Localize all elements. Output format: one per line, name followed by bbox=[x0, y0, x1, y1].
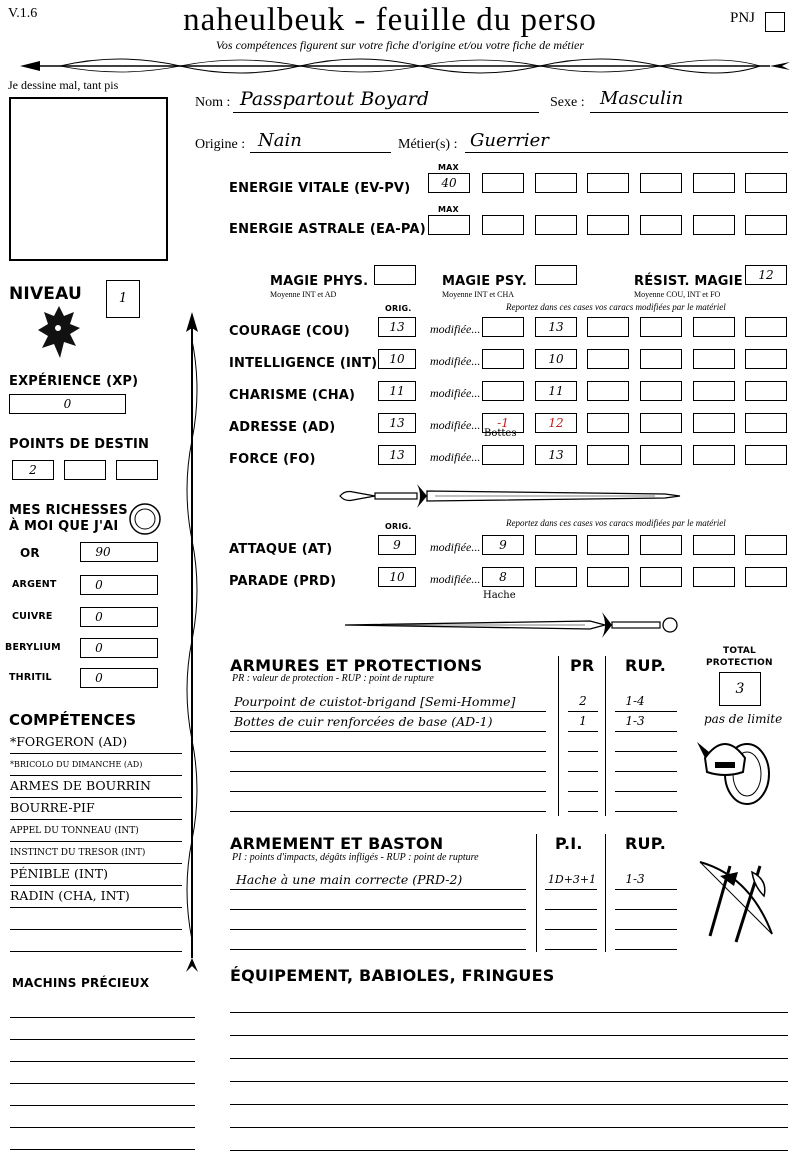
armor-rup[interactable]: 1-3 bbox=[625, 714, 645, 728]
armor-rup-line bbox=[615, 791, 677, 792]
combat-orig-box[interactable] bbox=[378, 567, 416, 587]
total-label-1: TOTAL bbox=[723, 646, 756, 656]
page-title: naheulbeuk - feuille du perso bbox=[183, 2, 597, 38]
total-label-2: PROTECTION bbox=[706, 658, 773, 668]
stat-orig-value: 11 bbox=[389, 384, 405, 398]
portrait-frame[interactable] bbox=[9, 97, 168, 261]
weapon-pi-line bbox=[545, 949, 597, 950]
combat-mod-box[interactable] bbox=[640, 535, 682, 555]
skill-line[interactable] bbox=[10, 754, 182, 776]
nom-label: Nom : bbox=[195, 95, 231, 110]
armor-title: ARMURES ET PROTECTIONS bbox=[230, 656, 483, 675]
ev-box[interactable] bbox=[535, 173, 577, 193]
magie-phys-label: MAGIE PHYS. bbox=[270, 274, 369, 289]
weapon-row-line bbox=[230, 949, 526, 950]
total-protection-value: 3 bbox=[735, 681, 745, 697]
armor-pr-line bbox=[568, 811, 598, 812]
ea-max-box[interactable] bbox=[428, 215, 470, 235]
stat-mod-box[interactable] bbox=[535, 413, 577, 433]
resist-magie-label: RÉSIST. MAGIE bbox=[634, 274, 743, 289]
armor-rup-line bbox=[615, 811, 677, 812]
modifiee-label: modifiée... bbox=[430, 354, 481, 368]
magie-psy-label: MAGIE PSY. bbox=[442, 274, 528, 289]
ea-label: ENERGIE ASTRALE (EA-PA) bbox=[229, 222, 426, 237]
machins-precieux-lines[interactable] bbox=[10, 996, 195, 1150]
combat-modif-value: 9 bbox=[499, 538, 507, 552]
stat-mod-box[interactable] bbox=[693, 445, 735, 465]
portrait-caption: Je dessine mal, tant pis bbox=[8, 78, 119, 92]
cuivre-value: 0 bbox=[95, 610, 103, 624]
ev-box[interactable] bbox=[745, 173, 787, 193]
xp-value: 0 bbox=[63, 397, 72, 411]
or-value: 90 bbox=[95, 545, 111, 559]
destin-box-1[interactable] bbox=[12, 460, 54, 480]
niveau-label: NIVEAU bbox=[9, 284, 82, 304]
metier-label: Métier(s) : bbox=[398, 137, 458, 152]
richesses-title-1: MES RICHESSES bbox=[9, 503, 128, 518]
weapons-icon bbox=[690, 856, 782, 948]
armor-pr-line bbox=[568, 711, 598, 712]
stat-mod-box[interactable] bbox=[535, 381, 577, 401]
version-label: V.1.6 bbox=[8, 6, 38, 21]
combat-label: ATTAQUE (AT) bbox=[229, 542, 333, 557]
armor-rup-line bbox=[615, 731, 677, 732]
stat-mod-box[interactable] bbox=[640, 445, 682, 465]
ea-box[interactable] bbox=[693, 215, 735, 235]
modifiee-label: modifiée... bbox=[430, 572, 481, 586]
combat-mod-box[interactable] bbox=[693, 535, 735, 555]
modifiee-label: modifiée... bbox=[430, 386, 481, 400]
stat-label: INTELLIGENCE (INT) bbox=[229, 356, 378, 371]
armor-rup-line bbox=[615, 771, 677, 772]
combat-label: PARADE (PRD) bbox=[229, 574, 337, 589]
thritil-label: THRITIL bbox=[9, 672, 52, 683]
weapon-rup[interactable]: 1-3 bbox=[625, 872, 645, 886]
armor-row-line bbox=[230, 751, 546, 752]
magie-psy-note: Moyenne INT et CHA bbox=[442, 290, 515, 299]
origine-value[interactable]: Nain bbox=[258, 130, 302, 151]
armor-row-line bbox=[230, 731, 546, 732]
skill-text: ARMES DE BOURRIN bbox=[10, 778, 151, 793]
stat-label: CHARISME (CHA) bbox=[229, 388, 356, 403]
combat-mod-box[interactable] bbox=[745, 535, 787, 555]
resist-magie-value: 12 bbox=[758, 268, 774, 282]
destin-label: POINTS DE DESTIN bbox=[9, 437, 150, 452]
armor-divider-2 bbox=[605, 656, 606, 816]
metier-value[interactable]: Guerrier bbox=[470, 130, 549, 151]
weapon-pi-line bbox=[545, 889, 597, 890]
skill-text: *BRICOLO DU DIMANCHE (AD) bbox=[10, 760, 143, 769]
modifiee-label: modifiée... bbox=[430, 418, 481, 432]
argent-box[interactable] bbox=[80, 575, 158, 595]
thritil-value: 0 bbox=[95, 671, 103, 685]
armor-rup-line bbox=[615, 711, 677, 712]
stat-mod-box[interactable] bbox=[535, 349, 577, 369]
stat-orig-value: 13 bbox=[389, 448, 405, 462]
stat-mod-box[interactable] bbox=[693, 349, 735, 369]
stat-mod-value: 13 bbox=[548, 448, 564, 462]
origine-underline bbox=[250, 152, 391, 153]
combat-orig-value: 10 bbox=[389, 570, 405, 584]
weapon-row-line bbox=[230, 889, 526, 890]
combat-mod-box[interactable] bbox=[587, 567, 629, 587]
combat-note: Reportez dans ces cases vos caracs modifiées par le matériel bbox=[506, 518, 726, 528]
armor-pr-line bbox=[568, 791, 598, 792]
magie-psy-box[interactable] bbox=[535, 265, 577, 285]
armor-row-line bbox=[230, 711, 546, 712]
armor-pr-line bbox=[568, 771, 598, 772]
stat-orig-value: 10 bbox=[389, 352, 405, 366]
combat-modif-value: 8 bbox=[499, 570, 507, 584]
weapon-rup-line bbox=[615, 929, 677, 930]
richesses-title-2: À MOI QUE J'AI bbox=[9, 519, 119, 534]
stat-orig-box[interactable] bbox=[378, 413, 416, 433]
ev-box[interactable] bbox=[693, 173, 735, 193]
ev-max-box[interactable] bbox=[428, 173, 470, 193]
metier-underline bbox=[465, 152, 788, 153]
stat-mod-box[interactable] bbox=[745, 317, 787, 337]
dragon-icon bbox=[34, 302, 84, 364]
armor-row-line bbox=[230, 771, 546, 772]
stat-label: ADRESSE (AD) bbox=[229, 420, 336, 435]
stat-mod-box[interactable] bbox=[587, 445, 629, 465]
berylium-value: 0 bbox=[95, 641, 103, 655]
ev-box[interactable] bbox=[587, 173, 629, 193]
destin-box-2[interactable] bbox=[64, 460, 106, 480]
skill-text: APPEL DU TONNEAU (INT) bbox=[10, 826, 139, 836]
weapons-divider-2 bbox=[605, 834, 606, 952]
cuivre-label: CUIVRE bbox=[12, 611, 53, 622]
armor-row-line bbox=[230, 791, 546, 792]
parade-note: Hache bbox=[483, 590, 516, 601]
skill-line[interactable] bbox=[10, 908, 182, 930]
stat-orig-value: 13 bbox=[389, 416, 405, 430]
xp-box[interactable] bbox=[9, 394, 126, 414]
argent-label: ARGENT bbox=[12, 579, 57, 590]
weapon-rup-line bbox=[615, 949, 677, 950]
destin-value-1: 2 bbox=[29, 463, 37, 477]
weapon-rup-line bbox=[615, 889, 677, 890]
skill-line[interactable] bbox=[10, 864, 182, 886]
adresse-note: Bottes bbox=[484, 428, 517, 439]
combat-mod-box[interactable] bbox=[640, 567, 682, 587]
armor-pr-line bbox=[568, 751, 598, 752]
skill-text: BOURRE-PIF bbox=[10, 800, 95, 815]
stat-mod-value: 11 bbox=[548, 384, 564, 398]
armor-pr-header: PR bbox=[570, 656, 595, 675]
equipment-lines[interactable] bbox=[230, 990, 788, 1151]
stat-mod-box[interactable] bbox=[587, 349, 629, 369]
skill-text: PÉNIBLE (INT) bbox=[10, 866, 108, 881]
total-protection-box[interactable] bbox=[719, 672, 761, 706]
ev-max-label: MAX bbox=[438, 163, 459, 172]
stat-orig-box[interactable] bbox=[378, 317, 416, 337]
weapon-pi-line bbox=[545, 909, 597, 910]
stat-mod-box[interactable] bbox=[535, 317, 577, 337]
stat-orig-box[interactable] bbox=[378, 381, 416, 401]
coin-icon bbox=[128, 502, 162, 536]
stat-modif-box[interactable] bbox=[482, 349, 524, 369]
ea-box[interactable] bbox=[745, 215, 787, 235]
weapon-pi[interactable]: 1D+3+1 bbox=[547, 873, 597, 886]
weapon-rup-line bbox=[615, 909, 677, 910]
combat-mod-box[interactable] bbox=[745, 567, 787, 587]
stat-mod-box[interactable] bbox=[535, 445, 577, 465]
nom-value[interactable]: Passpartout Boyard bbox=[240, 88, 430, 110]
stat-mod-box[interactable] bbox=[640, 381, 682, 401]
armor-row-line bbox=[230, 811, 546, 812]
ev-box[interactable] bbox=[640, 173, 682, 193]
stat-modif-box[interactable] bbox=[482, 381, 524, 401]
or-label: OR bbox=[20, 546, 40, 560]
helmet-shield-icon bbox=[695, 728, 775, 808]
stat-mod-box[interactable] bbox=[693, 413, 735, 433]
page-subtitle: Vos compétences figurent sur votre fiche d'origine et/ou votre fiche de métier bbox=[215, 38, 585, 52]
combat-mod-box[interactable] bbox=[535, 567, 577, 587]
resist-magie-box[interactable] bbox=[745, 265, 787, 285]
armor-rup-line bbox=[615, 751, 677, 752]
weapons-title: ARMEMENT ET BASTON bbox=[230, 834, 444, 853]
combat-mod-box[interactable] bbox=[587, 535, 629, 555]
weapon-pi-line bbox=[545, 929, 597, 930]
skill-text: RADIN (CHA, INT) bbox=[10, 888, 130, 903]
combat-orig-box[interactable] bbox=[378, 535, 416, 555]
combat-mod-box[interactable] bbox=[693, 567, 735, 587]
skill-line[interactable] bbox=[10, 930, 182, 952]
stat-mod-box[interactable] bbox=[693, 381, 735, 401]
ea-box[interactable] bbox=[482, 215, 524, 235]
skill-line[interactable] bbox=[10, 820, 182, 842]
modifiee-label: modifiée... bbox=[430, 322, 481, 336]
armor-pr[interactable]: 2 bbox=[579, 694, 587, 708]
niveau-value: 1 bbox=[118, 291, 128, 306]
stats-note: Reportez dans ces cases vos caracs modifiées par le matériel bbox=[506, 302, 726, 312]
modifiee-label: modifiée... bbox=[430, 450, 481, 464]
destin-box-3[interactable] bbox=[116, 460, 158, 480]
skill-line[interactable] bbox=[10, 886, 182, 908]
ea-box[interactable] bbox=[535, 215, 577, 235]
ornament-spear-divider bbox=[0, 52, 800, 80]
skill-line[interactable] bbox=[10, 798, 182, 820]
stat-orig-box[interactable] bbox=[378, 445, 416, 465]
ea-max-label: MAX bbox=[438, 205, 459, 214]
niveau-box[interactable] bbox=[106, 280, 140, 318]
weapons-divider-1 bbox=[536, 834, 537, 952]
weapon-row-line bbox=[230, 909, 526, 910]
weapon-row-line bbox=[230, 929, 526, 930]
vertical-spear-ornament bbox=[180, 310, 204, 976]
berylium-box[interactable] bbox=[80, 638, 158, 658]
ea-box[interactable] bbox=[640, 215, 682, 235]
stat-mod-box[interactable] bbox=[640, 349, 682, 369]
stat-mod-box[interactable] bbox=[587, 381, 629, 401]
skill-line[interactable] bbox=[10, 732, 182, 754]
skill-text: *FORGERON (AD) bbox=[10, 734, 128, 749]
stat-orig-value: 13 bbox=[389, 320, 405, 334]
weapon-name[interactable]: Hache à une main correcte (PRD-2) bbox=[236, 872, 463, 887]
cuivre-box[interactable] bbox=[80, 607, 158, 627]
sword-ornament-2 bbox=[340, 606, 685, 644]
stat-mod-box[interactable] bbox=[745, 413, 787, 433]
combat-orig-label: ORIG. bbox=[385, 522, 412, 531]
armor-legend: PR : valeur de protection - RUP : point de rupture bbox=[232, 673, 434, 684]
armor-name[interactable]: Bottes de cuir renforcées de base (AD-1) bbox=[234, 714, 493, 729]
stat-mod-box[interactable] bbox=[587, 413, 629, 433]
stats-orig-label: ORIG. bbox=[385, 304, 412, 313]
nom-underline bbox=[233, 112, 539, 113]
combat-modif-box[interactable] bbox=[482, 567, 524, 587]
stat-mod-box[interactable] bbox=[693, 317, 735, 337]
weapons-rup-header: RUP. bbox=[625, 834, 666, 853]
modifiee-label: modifiée... bbox=[430, 540, 481, 554]
combat-mod-box[interactable] bbox=[535, 535, 577, 555]
stat-mod-box[interactable] bbox=[587, 317, 629, 337]
armor-divider-1 bbox=[558, 656, 559, 816]
skill-text: INSTINCT DU TRESOR (INT) bbox=[10, 848, 146, 858]
thritil-box[interactable] bbox=[80, 668, 158, 688]
armor-pr[interactable]: 1 bbox=[579, 714, 587, 728]
ev-box[interactable] bbox=[482, 173, 524, 193]
stat-orig-box[interactable] bbox=[378, 349, 416, 369]
sexe-underline bbox=[590, 112, 788, 113]
pnj-label: PNJ bbox=[730, 10, 756, 26]
stat-mod-value: 13 bbox=[548, 320, 564, 334]
stat-modif-value: -1 bbox=[497, 416, 509, 430]
ev-value: 40 bbox=[441, 176, 457, 190]
sexe-label: Sexe : bbox=[550, 95, 585, 110]
combat-orig-value: 9 bbox=[393, 538, 401, 552]
stat-label: COURAGE (COU) bbox=[229, 324, 350, 339]
argent-value: 0 bbox=[95, 578, 103, 592]
stat-mod-box[interactable] bbox=[640, 413, 682, 433]
pnj-checkbox[interactable] bbox=[765, 12, 785, 32]
stat-mod-value: 10 bbox=[548, 352, 564, 366]
stat-mod-box[interactable] bbox=[745, 445, 787, 465]
armor-rup-header: RUP. bbox=[625, 656, 666, 675]
stat-mod-box[interactable] bbox=[745, 349, 787, 369]
magie-phys-box[interactable] bbox=[374, 265, 416, 285]
competences-title: COMPÉTENCES bbox=[9, 711, 137, 729]
sexe-value[interactable]: Masculin bbox=[600, 88, 684, 109]
origine-label: Origine : bbox=[195, 137, 246, 152]
weapons-pi-header: P.I. bbox=[555, 834, 583, 853]
ev-label: ENERGIE VITALE (EV-PV) bbox=[229, 181, 411, 196]
total-protection-note: pas de limite bbox=[704, 712, 783, 726]
skill-line[interactable] bbox=[10, 776, 182, 798]
competences-list bbox=[10, 732, 182, 952]
magie-phys-note: Moyenne INT et AD bbox=[270, 290, 337, 299]
berylium-label: BERYLIUM bbox=[5, 642, 61, 653]
stat-modif-box[interactable] bbox=[482, 445, 524, 465]
stat-label: FORCE (FO) bbox=[229, 452, 316, 467]
sword-ornament-1 bbox=[335, 480, 685, 512]
equipment-title: ÉQUIPEMENT, BABIOLES, FRINGUES bbox=[230, 966, 555, 985]
resist-magie-note: Moyenne COU, INT et FO bbox=[634, 290, 721, 299]
stat-mod-value: 12 bbox=[548, 416, 564, 430]
stat-mod-box[interactable] bbox=[640, 317, 682, 337]
stat-mod-box[interactable] bbox=[745, 381, 787, 401]
stat-modif-box[interactable] bbox=[482, 317, 524, 337]
machins-precieux-title: MACHINS PRÉCIEUX bbox=[12, 976, 150, 990]
skill-line[interactable] bbox=[10, 842, 182, 864]
or-box[interactable] bbox=[80, 542, 158, 562]
weapons-legend: PI : points d'impacts, dégâts infligés - RUP : point de rupture bbox=[232, 852, 479, 863]
combat-modif-box[interactable] bbox=[482, 535, 524, 555]
armor-name[interactable]: Pourpoint de cuistot-brigand [Semi-Homme] bbox=[234, 694, 516, 709]
ea-box[interactable] bbox=[587, 215, 629, 235]
xp-label: EXPÉRIENCE (XP) bbox=[9, 374, 139, 389]
armor-rup[interactable]: 1-4 bbox=[625, 694, 645, 708]
armor-pr-line bbox=[568, 731, 598, 732]
